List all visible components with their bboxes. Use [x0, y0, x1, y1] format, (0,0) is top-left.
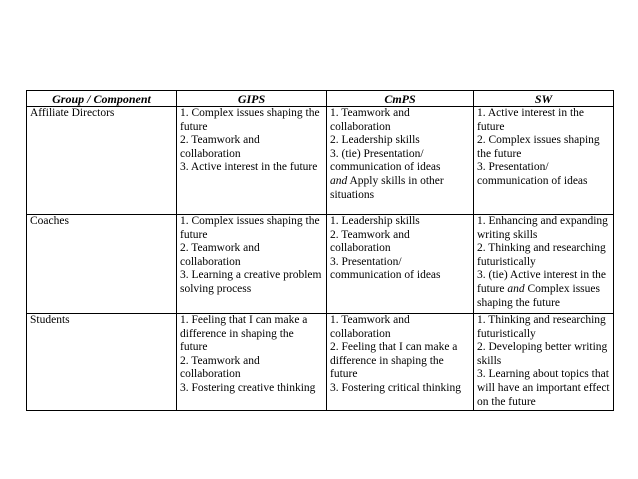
list-item: 1. Complex issues shaping the future: [180, 215, 320, 241]
list-item: 1. Enhancing and expanding writing skills: [477, 215, 608, 241]
header-gips: GIPS: [177, 91, 327, 107]
components-table: [26, 90, 614, 411]
list-item: 1. Leadership skills: [330, 215, 420, 227]
gips-cell: [177, 314, 327, 411]
table-row: [27, 215, 614, 314]
list-item-continuation: [330, 175, 470, 202]
group-cell: [27, 215, 177, 314]
list-item: 2. Developing better writing skills: [477, 341, 608, 367]
list-item: 3. Learning a creative problem solving process: [180, 269, 322, 295]
header-cmps: CmPS: [327, 91, 474, 107]
cmps-cell: [327, 314, 474, 411]
list-item: 3. Presentation/ communication of ideas: [330, 255, 441, 282]
gips-cell: [177, 215, 327, 314]
group-cell: [27, 107, 177, 215]
sw-cell: [474, 215, 614, 314]
list-item: 2. Teamwork and collaboration: [180, 354, 260, 381]
header-group-component: Group / Component: [27, 91, 177, 107]
list-item: 2. Teamwork and collaboration: [180, 242, 260, 268]
list-item: 1. Complex issues shaping the future: [180, 107, 320, 133]
group-label: Coaches: [30, 215, 69, 227]
header-sw: SW: [474, 91, 614, 107]
sw-cell: [474, 314, 614, 411]
list-item: 2. Thinking and researching futuristically: [477, 242, 606, 268]
list-item: 3. Fostering critical thinking: [330, 381, 461, 394]
list-item: 1. Active interest in the future: [477, 107, 584, 133]
gips-cell: [177, 107, 327, 215]
group-cell: [27, 314, 177, 411]
cmps-cell: [327, 215, 474, 314]
italic-and: and: [330, 174, 348, 187]
list-item: 3. Active interest in the future: [180, 161, 318, 174]
list-item: 1. Thinking and researching futuristically: [477, 314, 606, 340]
italic-and: and: [507, 282, 525, 295]
list-item: 1. Teamwork and collaboration: [330, 314, 410, 340]
continuation-text: Apply skills in other situations: [330, 174, 444, 201]
group-label: Students: [30, 314, 70, 326]
list-item: 2. Teamwork and collaboration: [180, 134, 260, 160]
sw-cell: [474, 107, 614, 215]
list-item: 2. Complex issues shaping the future: [477, 134, 600, 160]
list-item: 1. Teamwork and collaboration: [330, 107, 410, 133]
item-text: Complex issues shaping the future: [477, 282, 600, 309]
list-item: 3. (tie) Presentation/ communication of ideas: [330, 147, 441, 174]
list-item: 3. Presentation/ communication of ideas: [477, 161, 588, 187]
list-item: 3. Learning about topics that will have an important effect on the future: [477, 368, 610, 408]
list-item: 1. Feeling that I can make a difference in shaping the future: [180, 314, 308, 354]
table-row: [27, 107, 614, 215]
list-item: [477, 269, 610, 310]
list-item: 3. Fostering creative thinking: [180, 381, 316, 394]
list-item: 2. Leadership skills: [330, 134, 420, 147]
item-text: 3. (tie) Active interest in the future: [477, 269, 607, 295]
list-item: 2. Teamwork and collaboration: [330, 228, 410, 255]
table-row: [27, 314, 614, 411]
list-item: 2. Feeling that I can make a difference in shaping the future: [330, 341, 458, 381]
group-label: Affiliate Directors: [30, 107, 115, 119]
cmps-cell: [327, 107, 474, 215]
header-row: [27, 91, 614, 107]
